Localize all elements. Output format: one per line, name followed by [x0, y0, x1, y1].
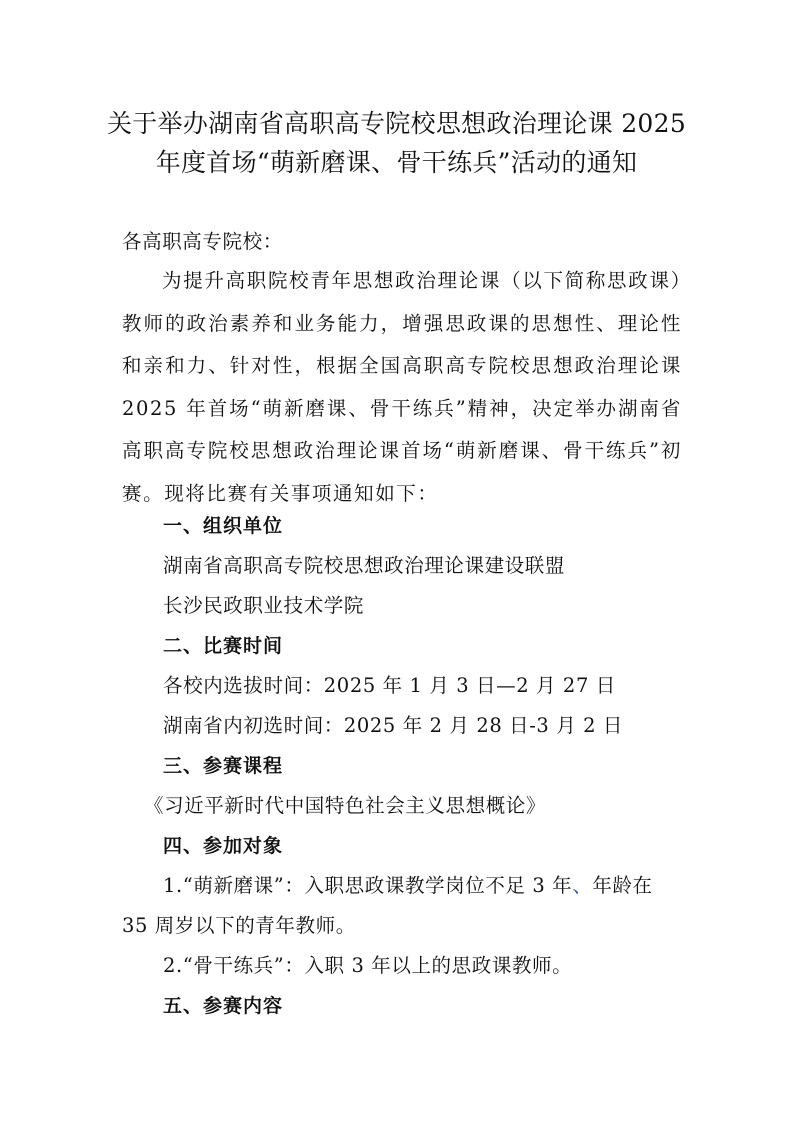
participant-item-2: 2.“骨干练兵”：入职 3 年以上的思政课教师。: [163, 954, 573, 977]
section-heading-content: 五、参赛内容: [163, 995, 284, 1017]
participant-item-1-continued: 35 周岁以下的青年教师。: [122, 914, 356, 937]
document-title-line-1: 关于举办湖南省高职高专院校思想政治理论课 2025: [106, 109, 687, 138]
section-heading-organizer: 一、组织单位: [163, 515, 284, 537]
participant-item-1-separator: 、: [572, 874, 593, 897]
participant-item-1: [163, 872, 653, 900]
participant-item-1-text-b: 年龄在: [592, 874, 653, 897]
schedule-item-2: 湖南省内初选时间：2025 年 2 月 28 日-3 月 2 日: [163, 714, 624, 737]
course-item-1: 《习近平新时代中国特色社会主义思想概论》: [144, 794, 547, 817]
section-heading-course: 三、参赛课程: [163, 755, 284, 777]
participant-item-1-text-a: 1.“萌新磨课”：入职思政课教学岗位不足 3 年: [163, 874, 573, 897]
section-heading-participants: 四、参加对象: [163, 835, 284, 857]
organizer-item-2: 长沙民政职业技术学院: [163, 594, 365, 617]
section-heading-schedule: 二、比赛时间: [163, 635, 284, 657]
schedule-item-1: 各校内选拔时间：2025 年 1 月 3 日—2 月 27 日: [163, 674, 616, 697]
salutation: 各高职高专院校：: [122, 230, 283, 253]
intro-paragraph: 为提升高职院校青年思想政治理论课（以下简称思政课）教师的政治素养和业务能力，增强思政课的思想性、理论性和亲和力、针对性，根据全国高职高专院校思想政治理论课 2025 年首场“萌新磨课、骨干练兵”精神，决定举办湖南省高职高专院校思想政治理论课首场“萌新磨课、骨干练兵”初赛。现将比赛有关事项通知如下：: [122, 269, 682, 505]
document-title-line-2: 年度首场“萌新磨课、骨干练兵”活动的通知: [155, 148, 638, 177]
organizer-item-1: 湖南省高职高专院校思想政治理论课建设联盟: [163, 554, 566, 577]
